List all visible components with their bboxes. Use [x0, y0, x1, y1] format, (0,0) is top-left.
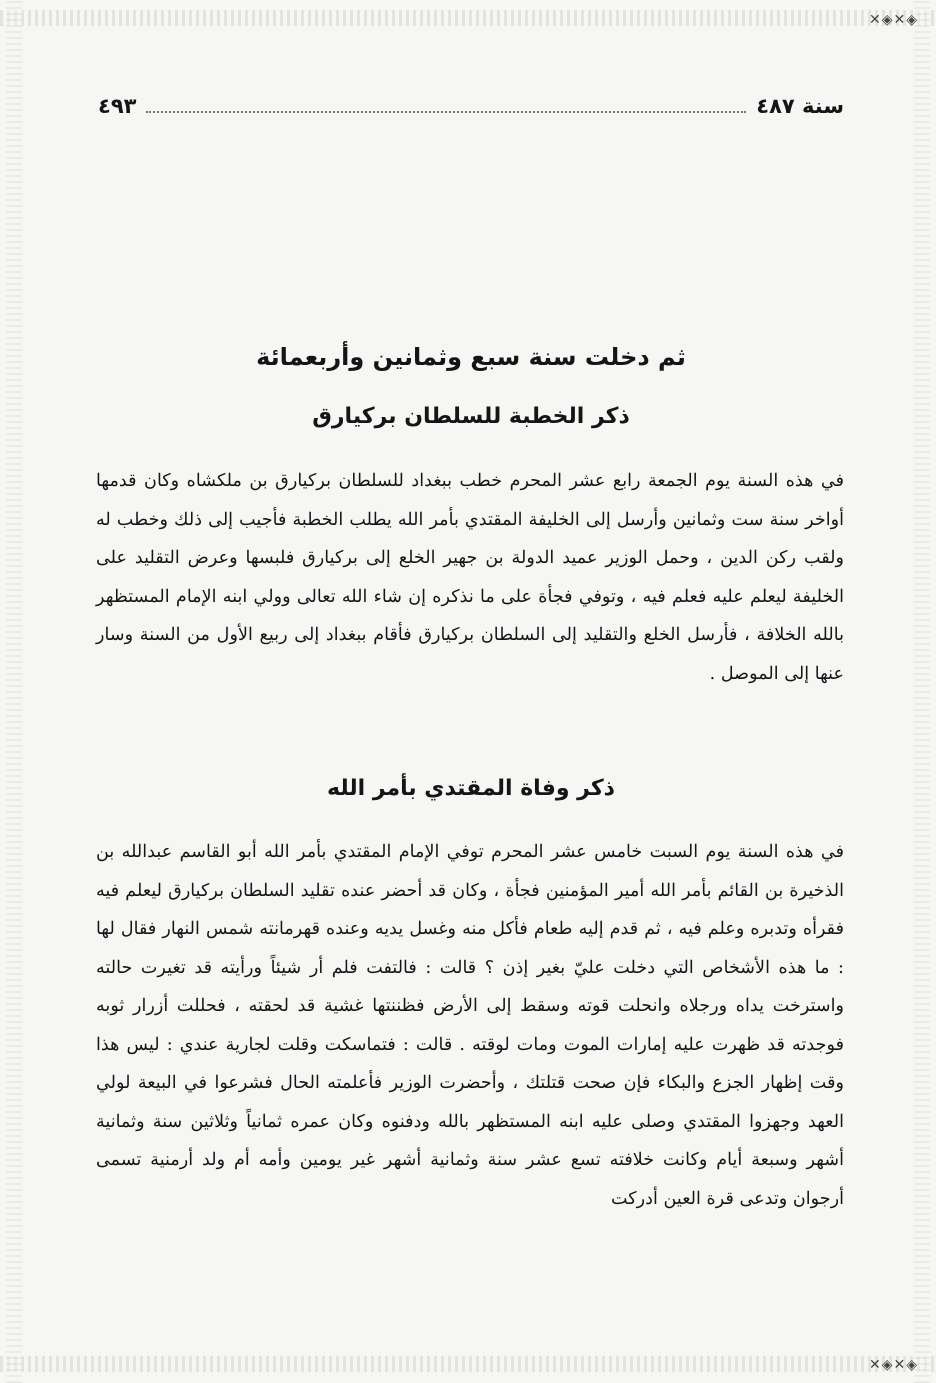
bottom-ornament-icon: ✕◈✕◈: [869, 1357, 918, 1373]
section-heading-muqtadi: ذكر وفاة المقتدي بأمر الله: [327, 776, 615, 801]
page-number: ٤٩٣: [98, 94, 137, 118]
bottom-scan-border: [0, 1356, 936, 1372]
running-header: [98, 92, 844, 120]
header-dot-leader: [146, 111, 746, 113]
top-ornament-icon: ✕◈✕◈: [869, 12, 918, 28]
top-scan-border: [0, 10, 936, 26]
section-body-khutba: في هذه السنة يوم الجمعة رابع عشر المحرم خطب ببغداد للسلطان بركيارق بن ملكشاه وكان قدمها أواخر سنة ست وثمانين وأرسل إلى الخليفة المقتدي بأمر الله يطلب الخطبة فأجيب إلى ذلك وخطب له ولقب ركن الدين ، وحمل الوزير عميد الدولة بن جهير الخلع إلى بركيارق فلبسها وعرض التقليد على الخليفة ليعلم عليه فعلم فيه ، وتوفي فجأة على ما نذكره إن شاء الله تعالى وولي ابنه الإمام المستظهر بالله الخلافة ، فأرسل الخلع والتقليد إلى السلطان بركيارق فأقام ببغداد إلى ربيع الأول من السنة وسار عنها إلى الموصل .: [96, 471, 844, 684]
section-body-muqtadi: في هذه السنة يوم السبت خامس عشر المحرم توفي الإمام المقتدي بأمر الله أبو القاسم عبدالله بن الذخيرة بن القائم بأمر الله أمير المؤمنين فجأة ، وكان قد أحضر عنده تقليد السلطان بركيارق ليعلم فيه فقرأه وتدبره وعلم فيه ، ثم قدم إليه طعام فأكل منه وغسل يديه وعنده قهرمانته شمس النهار فقال لها : ما هذه الأشخاص التي دخلت عليّ بغير إذن ؟ قالت : فالتفت فلم أر شيئاً ورأيته قد تغيرت حالته واسترخت يداه ورجلاه وانحلت قوته وسقط إلى الأرض فظننتها غشية قد لحقته ، فحللت أزرار ثوبه فوجدته قد ظهرت عليه إمارات الموت ومات لوقته . قالت : فتماسكت وقلت لجارية عندي : ليس هذا وقت إظهار الجزع والبكاء فإن صحت قتلتك ، وأحضرت الوزير فأعلمته الحال فشرعوا في البيعة لولي العهد وجهزوا المقتدي وصلى عليه ابنه المستظهر بالله ودفنوه وكان عمره ثمانياً وثلاثين سنة وثمانية أشهر وسبعة أيام وكانت خلافته تسع عشر سنة وثمانية أشهر غير يومين وأمه أم ولد أرمنية تسمى أرجوان وتدعى قرة العين أدركت: [96, 842, 844, 1209]
right-scan-border: [914, 0, 930, 1383]
section-heading-khutba: ذكر الخطبة للسلطان بركيارق: [312, 404, 630, 429]
left-scan-border: [6, 0, 22, 1383]
header-year-label: سنة ٤٨٧: [756, 94, 844, 118]
chapter-title: ثم دخلت سنة سبع وثمانين وأربعمائة: [256, 343, 686, 371]
